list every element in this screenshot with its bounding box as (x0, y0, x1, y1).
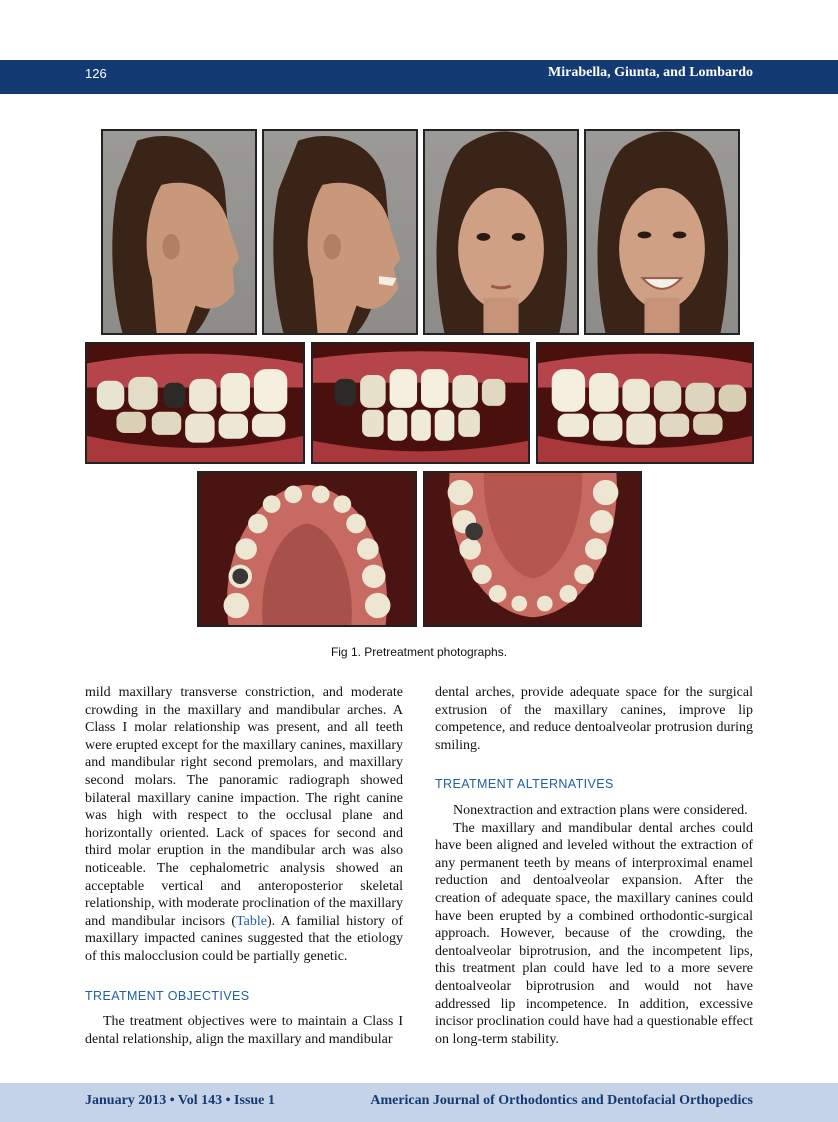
photo-intraoral-left (536, 342, 754, 464)
table-link[interactable]: Table (236, 913, 267, 929)
photo-frontal-rest (423, 129, 579, 335)
body-paragraph: The treatment objectives were to maintain a Class I dental relationship, align the maxillary and mandibular (85, 1014, 403, 1047)
left-column (85, 684, 403, 1048)
photo-frontal-smile (584, 129, 740, 335)
running-footer (0, 1083, 838, 1122)
photo-intraoral-frontal (311, 342, 530, 464)
right-column (435, 684, 753, 1048)
body-paragraph: The maxillary and mandibular dental arches could have been aligned and leveled without the extraction of any permanent teeth by means of interproximal enamel reduction and dentoalveolar expansion. After the creation of adequate space, the maxillary canines could have been erupted by a combined orthodontic-surgical approach. However, because of the crowding, the dentoalveolar biprotrusion, and the incompetent lips, this treatment plan could have led to a more severe dentoalveolar biprotrusion and would not have addressed lip incompetence. In addition, excessive incisor proclination could have had a questionable effect on long-term stability. (435, 820, 753, 1047)
paragraph-text: ). A familial history of maxillary impacted canines suggested that the etiology of this malocclusion could be partially genetic. (85, 913, 403, 964)
author-names: Mirabella, Giunta, and Lombardo (548, 65, 753, 80)
running-header (0, 60, 838, 94)
photo-profile-rest (101, 129, 257, 335)
page-number: 126 (85, 66, 107, 81)
section-heading-treatment-objectives: TREATMENT OBJECTIVES (85, 988, 250, 1003)
paragraph-text: mild maxillary transverse constriction, and moderate crowding in the maxillary and mandibular arches. A Class I molar relationship was present, and all teeth were erupted except for the maxillary canines, maxillary and mandibular right second premolars, and maxillary second molars. The panoramic radiograph showed bilateral maxillary canine impaction. The right canine was high with respect to the occlusal plane and horizontally oriented. Lack of spaces for second and third molar eruption in the mandibular arch was also noticeable. The cephalometric analysis showed an acceptable vertical and anteroposterior skeletal relationship, with moderate proclination of the maxillary and mandibular incisors ( (85, 685, 403, 929)
photo-mandibular-occlusal (423, 471, 642, 627)
section-heading-treatment-alternatives: TREATMENT ALTERNATIVES (435, 777, 614, 792)
issue-info: January 2013 • Vol 143 • Issue 1 (85, 1093, 275, 1108)
body-paragraph (85, 684, 403, 966)
journal-title: American Journal of Orthodontics and Dentofacial Orthopedics (370, 1093, 753, 1108)
body-paragraph: Nonextraction and extraction plans were considered. (453, 802, 748, 818)
body-paragraph: dental arches, provide adequate space for the surgical extrusion of the maxillary canines, improve lip competence, and reduce dentoalveolar protrusion during smiling. (435, 685, 753, 753)
photo-profile-smile (262, 129, 418, 335)
photo-intraoral-right (85, 342, 305, 464)
figure-caption: Fig 1. Pretreatment photographs. (330, 645, 508, 659)
photo-maxillary-occlusal (197, 471, 417, 627)
